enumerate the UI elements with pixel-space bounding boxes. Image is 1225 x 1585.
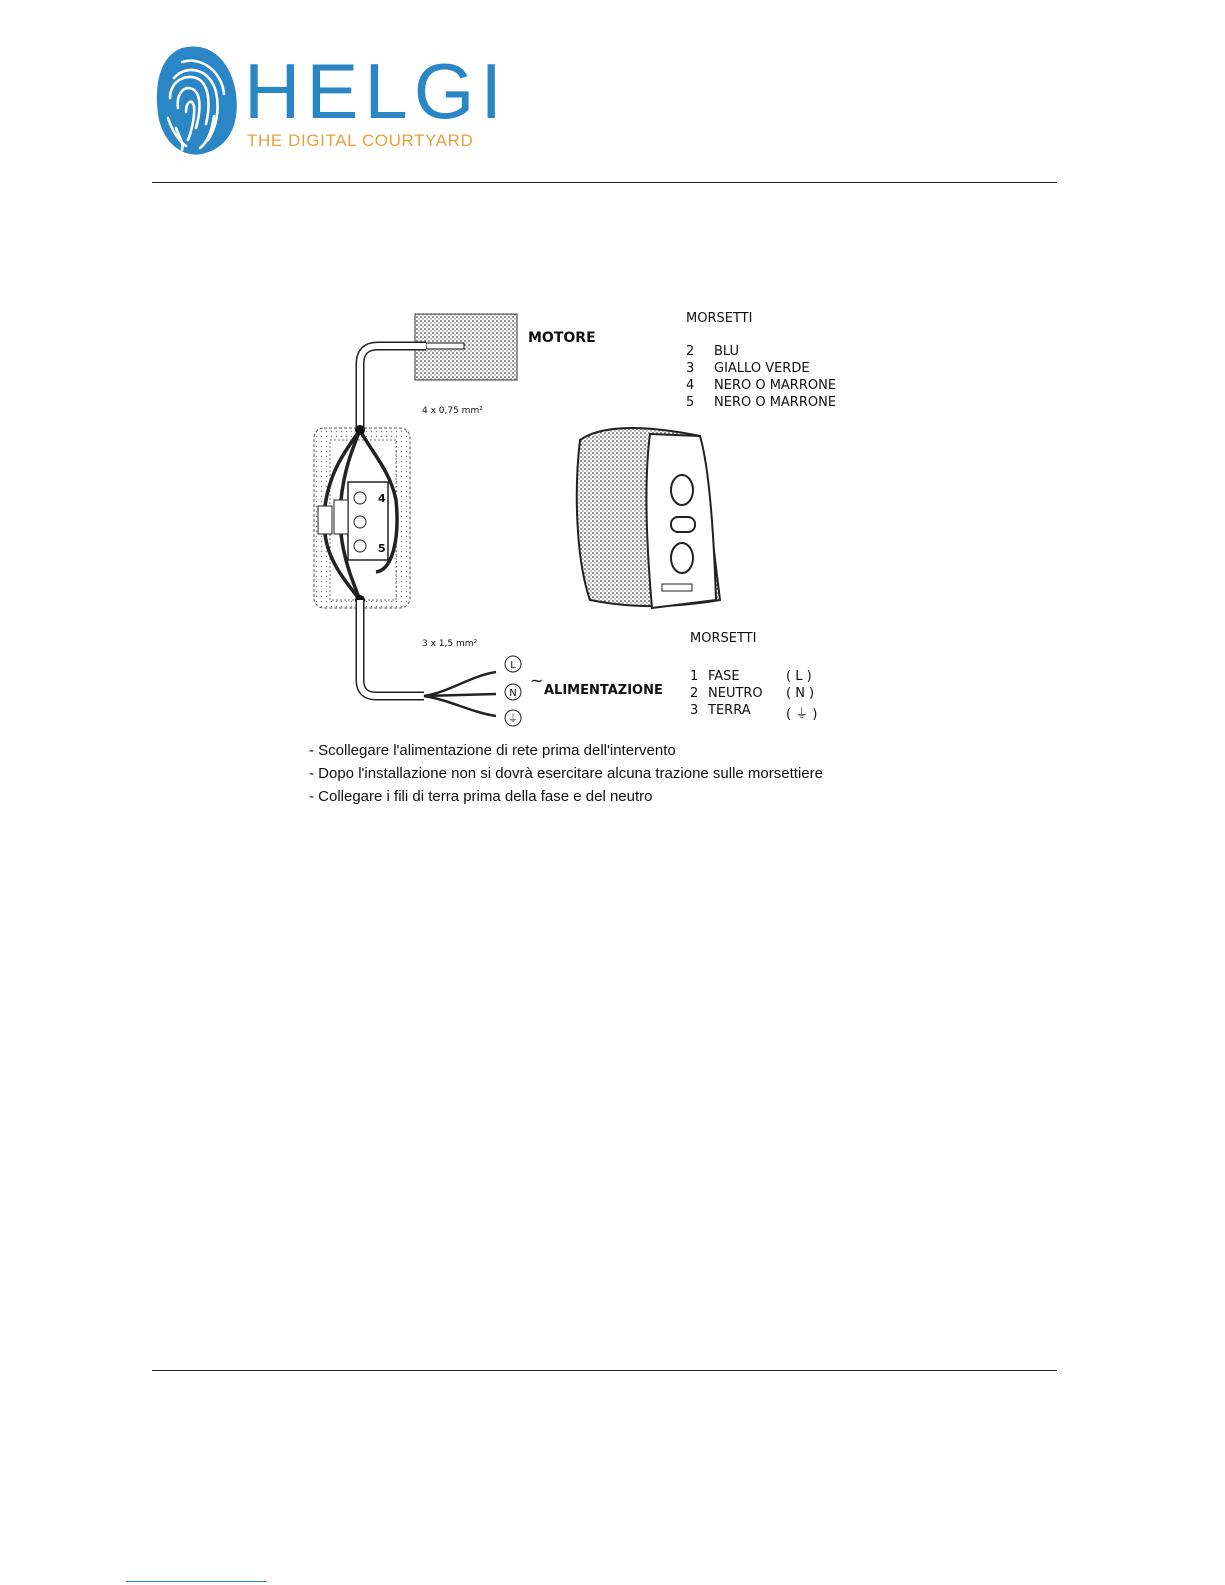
power-terminal-row: 2 NEUTRO ( N ) — [690, 686, 815, 701]
power-terminals-title: MORSETTI — [690, 631, 757, 646]
footer-divider — [152, 1370, 1057, 1371]
symbol-l: L — [510, 660, 516, 671]
motor-terminals-title: MORSETTI — [686, 311, 753, 326]
box-terminal-4: 4 — [378, 492, 386, 505]
power-terminal-row: 3 TERRA ( ⏚ ) — [690, 703, 818, 722]
symbol-earth: ⏚ — [508, 714, 518, 725]
brand-tagline: THE DIGITAL COURTYARD — [247, 131, 474, 150]
note-item: - Scollegare l'alimentazione di rete prima dell'intervento — [309, 742, 676, 759]
motor-terminal-row: 4 NERO O MARRONE — [686, 378, 837, 393]
power-cable-spec: 3 x 1,5 mm² — [422, 639, 478, 649]
footer-link-underline[interactable] — [126, 1581, 267, 1582]
power-label: ALIMENTAZIONE — [544, 683, 663, 698]
motor-terminal-row: 3 GIALLO VERDE — [686, 361, 810, 376]
motor-cable-spec: 4 x 0,75 mm² — [422, 406, 483, 416]
motor-terminal-row: 5 NERO O MARRONE — [686, 395, 837, 410]
motor-terminals-list — [686, 344, 886, 412]
note-item: - Collegare i fili di terra prima della fase e del neutro — [309, 788, 653, 805]
power-terminals-list — [690, 669, 840, 720]
box-terminal-5: 5 — [378, 542, 386, 555]
brand-name: HELGI — [244, 47, 509, 135]
motor-label: MOTORE — [528, 330, 596, 346]
note-item: - Dopo l'installazione non si dovrà esercitare alcuna trazione sulle morsettiere — [309, 765, 823, 782]
symbol-n: N — [509, 688, 517, 699]
switch-device — [577, 428, 720, 608]
tilde-symbol: ~ — [530, 671, 544, 690]
installation-notes — [309, 739, 823, 808]
fingerprint-icon — [152, 44, 242, 159]
header-divider — [152, 182, 1057, 183]
power-cable — [360, 600, 424, 696]
power-terminal-row: 1 FASE ( L ) — [690, 669, 812, 684]
motor-terminal-row: 2 BLU — [686, 344, 740, 359]
